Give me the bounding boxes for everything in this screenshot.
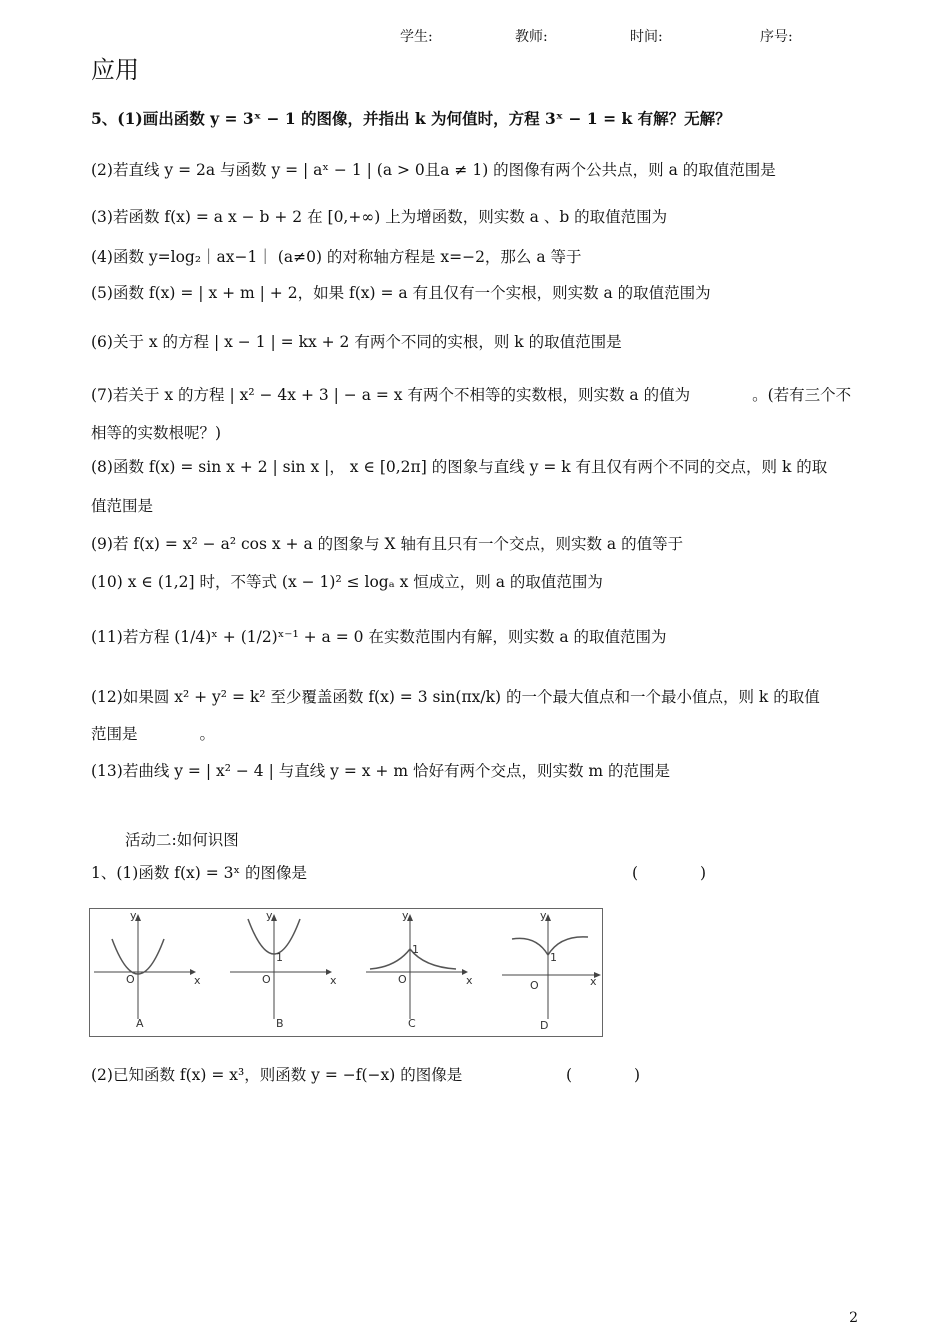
problem-5-7-cont: 相等的实数根呢？) [91,424,222,442]
problem-5-6: (6)关于 x 的方程 | x − 1 | = kx + 2 有两个不同的实根，则 k 的取值范围是 [91,333,622,351]
graph-d-y-label: y [540,909,547,922]
graph-c-origin: O [398,973,407,986]
problem-5-10: (10) x ∈ (1,2] 时，不等式 (x − 1)² ≤ logₐ x 恒成立，则 a 的取值范围为 [91,573,603,591]
question-1-2-bracket: ( ) [566,1066,641,1084]
graph-b-origin: O [262,973,271,986]
graph-a-y-label: y [130,909,137,922]
graph-c-x-label: x [466,974,473,987]
problem-5-3: (3)若函数 f(x) = a x − b + 2 在 [0,+∞) 上为增函数，则实数 a 、b 的取值范围为 [91,208,668,226]
page-title: 应用 [91,56,139,84]
graph-b-label: B [276,1017,284,1030]
question-1-1-bracket: ( ) [632,864,707,882]
graph-b-plot [230,909,358,1036]
graph-c-label: C [408,1017,416,1030]
question-1-1: 1、(1)函数 f(x) = 3ˣ 的图像是 [91,864,308,882]
problem-5-4: (4)函数 y=log₂｜ax−1｜ (a≠0) 的对称轴方程是 x=−2，那么 a 等于 [91,248,582,266]
graph-b-y-label: y [266,909,273,922]
graph-option-b [230,909,358,1036]
header-student: 学生: [400,29,433,45]
header-teacher: 教师: [515,29,548,45]
graph-a-label: A [136,1017,144,1030]
graph-c-y-label: y [402,909,409,922]
problem-5-7: (7)若关于 x 的方程 | x² − 4x + 3 | − a = x 有两个不相等的实数根，则实数 a 的值为 。(若有三个不 [91,386,852,404]
header-time: 时间: [630,29,663,45]
graph-b-one: 1 [276,951,283,964]
problem-5-9: (9)若 f(x) = x² − a² cos x + a 的图象与 X 轴有且只有一个交点，则实数 a 的值等于 [91,535,684,553]
graph-c-plot [366,909,494,1036]
graph-d-label: D [540,1019,549,1032]
problem-5-12-cont: 范围是 。 [91,725,216,743]
problem-5-8: (8)函数 f(x) = sin x + 2 | sin x |， x ∈ [0,2π] 的图象与直线 y = k 有且仅有两个不同的交点，则 k 的取 [91,458,828,476]
graph-option-d [502,909,630,1036]
graph-a-x-label: x [194,974,201,987]
graph-b-x-label: x [330,974,337,987]
problem-5-2: (2)若直线 y = 2a 与函数 y = | aˣ − 1 | (a > 0且a ≠ 1) 的图像有两个公共点，则 a 的取值范围是 [91,161,776,179]
graph-d-one: 1 [550,951,557,964]
page-number: 2 [849,1310,858,1326]
graph-a-plot [90,909,218,1036]
graph-c-one: 1 [412,943,419,956]
graph-d-origin: O [530,979,539,992]
question-1-2: (2)已知函数 f(x) = x³，则函数 y = −f(−x) 的图像是 [91,1066,463,1084]
problem-5-8-cont: 值范围是 [91,497,154,515]
graph-option-c [366,909,494,1036]
header-serial: 序号: [760,29,793,45]
problem-5-13: (13)若曲线 y = | x² − 4 | 与直线 y = x + m 恰好有两个交点，则实数 m 的范围是 [91,762,671,780]
graph-d-plot [502,909,602,1036]
problem-5-12: (12)如果圆 x² + y² = k² 至少覆盖函数 f(x) = 3 sin(πx/k) 的一个最大值点和一个最小值点，则 k 的取值 [91,688,820,706]
problem-5-1: 5、(1)画出函数 y = 3ˣ − 1 的图像，并指出 k 为何值时，方程 3ˣ − 1 = k 有解？无解？ [91,109,731,128]
graph-option-a [90,909,218,1036]
graph-options-figure [89,908,603,1037]
problem-5-11: (11)若方程 (1/4)ˣ + (1/2)ˣ⁻¹ + a = 0 在实数范围内有解，则实数 a 的取值范围为 [91,628,667,646]
graph-a-origin: O [126,973,135,986]
problem-5-5: (5)函数 f(x) = | x + m | + 2，如果 f(x) = a 有且仅有一个实根，则实数 a 的取值范围为 [91,284,711,302]
section-heading: 活动二:如何识图 [125,831,239,849]
graph-d-x-label: x [590,975,597,988]
